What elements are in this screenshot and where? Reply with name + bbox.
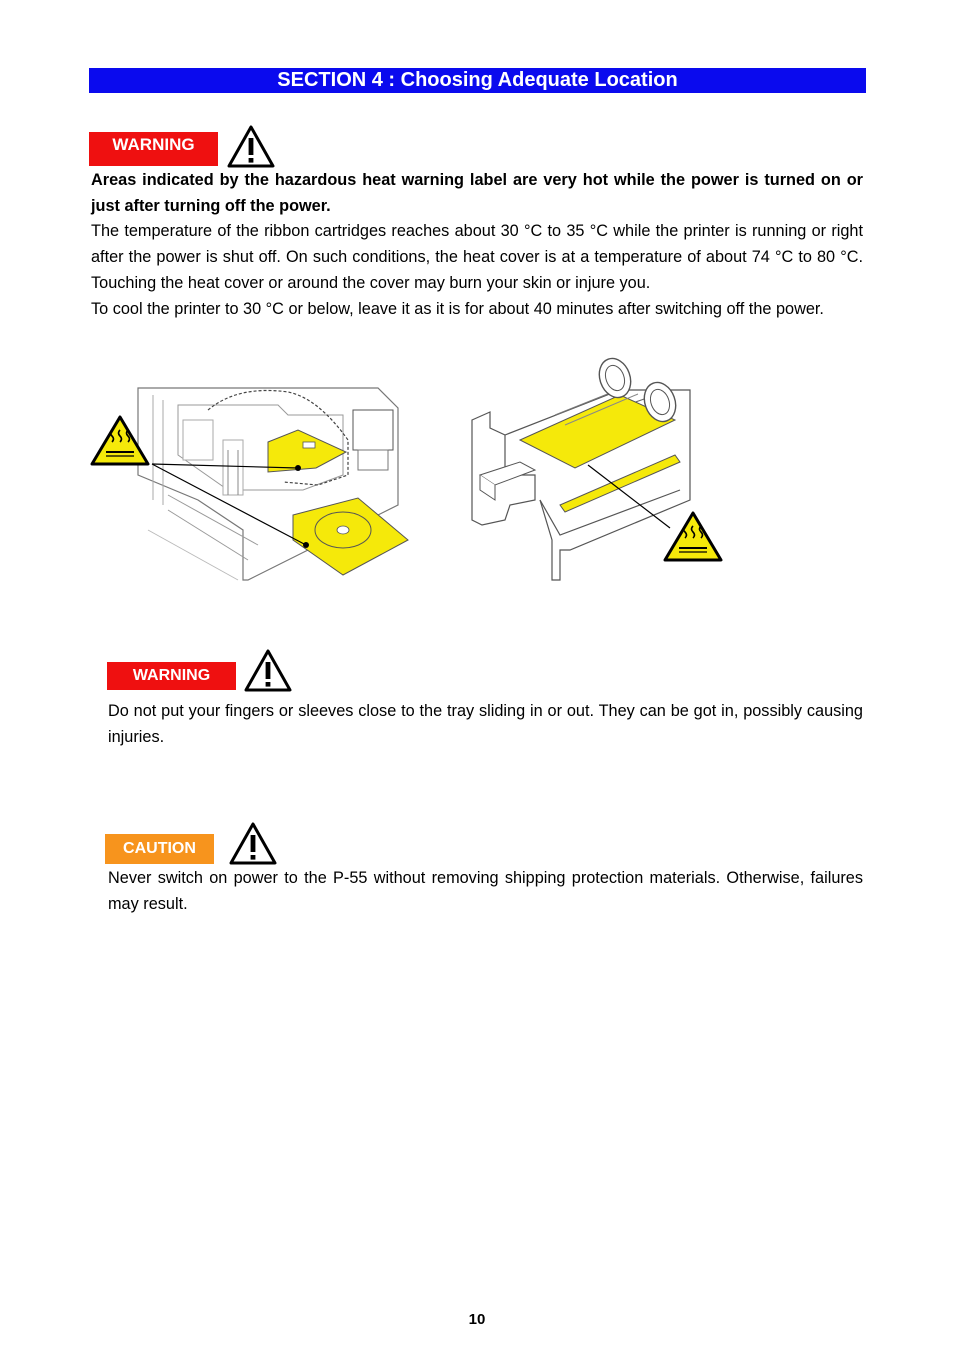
caution-badge: CAUTION: [105, 834, 214, 864]
warning-text-2: To cool the printer to 30 °C or below, leave it as it is for about 40 minutes after switching off the power.: [91, 299, 824, 318]
warning-bold-text: Areas indicated by the hazardous heat warning label are very hot while the power is turned on or just after turning off the power.: [91, 171, 863, 215]
warning-badge-2: WARNING: [107, 662, 236, 690]
ribbon-cartridge-illustration: [460, 350, 730, 585]
printer-illustration: [88, 380, 413, 585]
alert-triangle-icon: [243, 648, 293, 693]
warning-text: The temperature of the ribbon cartridges reaches about 30 °C to 35 °C while the printer is running or right after the power is shut off. On such conditions, the heat cover is at a temperature of about 74 °C to 80 °C. Touching the heat cover or around the cover may burn your skin or injure you.: [91, 222, 863, 292]
hot-surface-icon: [665, 513, 721, 560]
alert-triangle-icon: [228, 821, 278, 866]
alert-triangle-icon: [226, 124, 276, 169]
warning-body: [91, 168, 863, 322]
caution-text: Never switch on power to the P-55 without removing shipping protection materials. Otherwise, failures may result.: [108, 869, 863, 913]
warning-2-text: Do not put your fingers or sleeves close to the tray sliding in or out. They can be got in, possibly causing injuries.: [108, 702, 863, 746]
section-title: SECTION 4 : Choosing Adequate Location: [89, 68, 866, 93]
warning-badge: WARNING: [89, 132, 218, 166]
page-number: 10: [468, 1311, 486, 1328]
